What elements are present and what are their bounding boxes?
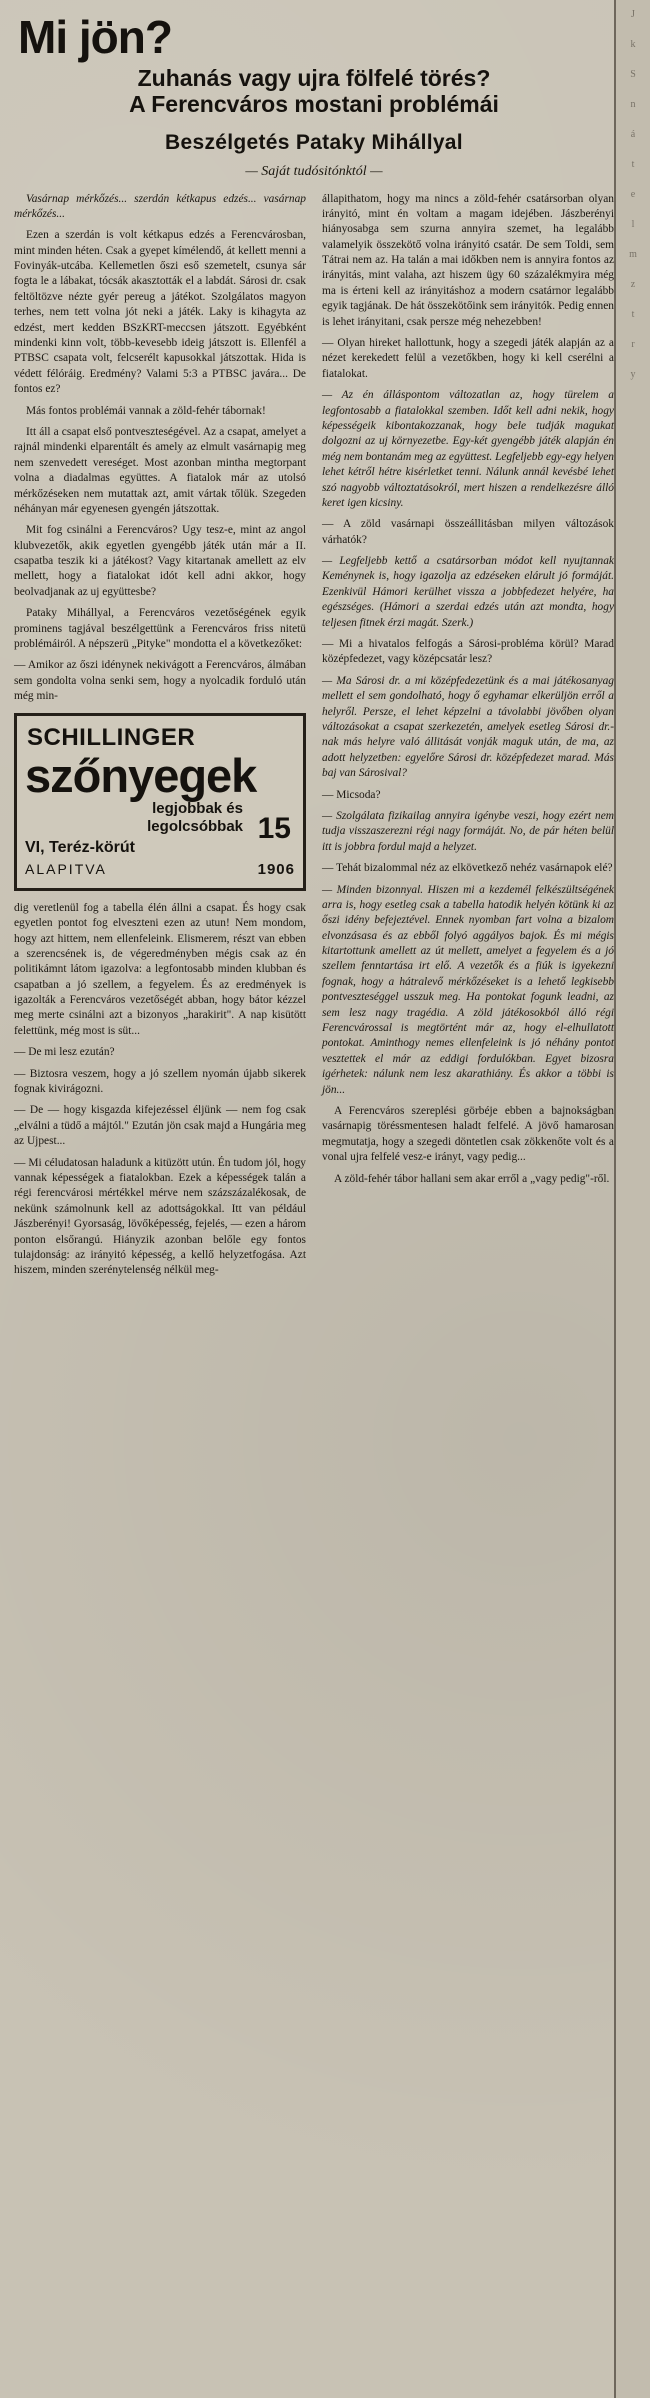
page-title: Mi jön? [18, 11, 172, 63]
ad-tagline-1: legjobbak és [152, 800, 243, 818]
paragraph: — Ma Sárosi dr. a mi középfedezetünk és a mai játékosanyag mellett el sem gondolható, hogy ő egyhamar elkerüljön erről a helyről. Persze, el lehet képzelni a távolabbi jövőben olyan változásokat a csapat szerkezetén, amelyek esetleg Sárosi dr.-nak más helyre való állitását vonják maguk után, de ma, az adott helyzetben: egyelőre Sárosi dr. középfedezet marad. Más baj van Sárosival? [322, 674, 614, 780]
adjacent-column-edge [614, 0, 650, 2398]
edge-fragment: y [630, 369, 636, 380]
paragraph: Pataky Mihállyal, a Ferencváros vezetőségének egyik prominens tagjával beszélgettünk a Ferencváros friss nitetü problémáiról. A népszerü „Pityke" mondotta el a következőket: [14, 607, 306, 651]
column-right [322, 192, 614, 1285]
paragraph: Vasárnap mérkőzés... szerdán kétkapus edzés... vasárnap mérkőzés... [14, 192, 306, 220]
edge-fragment: e [630, 189, 636, 200]
edge-fragment: S [630, 69, 636, 80]
ad-brand-name: SCHILLINGER [27, 723, 196, 751]
paragraph: — Mi a hivatalos felfogás a Sárosi-probléma körül? Marad középfedezet, vagy középcsatár lesz? [322, 638, 614, 666]
edge-fragment: n [630, 99, 636, 110]
paragraph: Ezen a szerdán is volt kétkapus edzés a Ferencvárosban, mint minden héten. Csak a gyepet kímélendő, át kellett menni a Fovinyák-utcába. Kellemetlen őszi eső szemetelt, csunya sár fogta le a lábakat, tócsák akasztották el a labdát. Sárosi dr. csak feltöltözve nézte gyér pereug a játékot. Szolgálatos magyon terhes, nem tett volna jót neki a játék. Laky is kihagyta az edzést, mert kedden BSzKRT-meccsen játszott. Egyébként mindenki kinn volt, több-kevesebb ideig játszott is. Ellenfél a PTBSC csapata volt, felcserélt kapusokkal játszottak. Hida is védett félóráig. Eredmény? Valami 5:3 a PTBSC javára... De fontos ez? [14, 229, 306, 396]
edge-fragment: m [629, 249, 637, 260]
paragraph: — De mi lesz ezután? [14, 1046, 115, 1059]
paragraph: — Tehát bizalommal néz az elkövetkező nehéz vasárnapok elé? [322, 862, 613, 875]
paragraph: — Az én álláspontom változatlan az, hogy türelem a legfontosabb a fiatalokkal szemben. Időt kell adni nekik, hogy képességeik kibontakozzanak, hogy bele tudják magukat dolgozni az uj környezetbe. Egy-két gyengébb játék alapján én még nem bontanám meg az együttest. Legfeljebb egy-egy helyen lehet kétről hétre kisérletket tenni. Nálunk annál kevésbé lehet szó nagyobb változtatásokról, mert hiszen a rendelkezésre álló keret igen kicsiny. [322, 389, 614, 509]
paragraph: — A zöld vasárnapi összeállitásban milyen változások várhatók? [322, 518, 614, 546]
paragraph: A Ferencváros szereplési görbéje ebben a bajnokságban vasárnapig töréssmentesen haladt felfelé. A jövő hamarosan megmutatja, hogy a szegedi döntetlen csak zökkenőte volt és a vonal ujra felfelé vesz-e irányt, vagy pedig... [322, 1104, 614, 1164]
edge-fragment: t [631, 159, 635, 170]
paragraph: A zöld-fehér tábor hallani sem akar erről a „vagy pedig"-ről. [334, 1172, 610, 1185]
edge-fragment: z [630, 279, 636, 290]
edge-fragment: r [631, 339, 635, 350]
ad-product-name: szőnyegek [25, 748, 257, 802]
paragraph: Más fontos problémái vannak a zöld-fehér tábornak! [26, 404, 266, 417]
headline-block [14, 0, 614, 180]
advertisement-schillinger[interactable] [14, 713, 306, 891]
paragraph: — Minden bizonnyal. Hiszen mi a kezdemél felkészültségének arra is, hogy esetleg csak a tabella hatodik helyén kötünk ki az őszi idény befejeztével. Ennek nyomban fart volna a bizalom elvonzásasa és az ebből folyó aggályos bajok. És mi mégis kitartottunk amellett az út mellett, amelyet a fegyelem és a jó szellem fenntartása irt elő. A vezetők és a fiúk is igyekezni fognak, hogy a hátralevő mérkőzéseket is a lehető legkisebb pontveszteséggel usszuk meg. Ha pontokat fogunk leadni, az sem lesz nagy tragédia. A zöld játékosokból álló régi Ferencvárossal is megtörtént már az, hogy el-elhullatott pontokat. Aminthogy nemes ellenfeleink is jó néhány pontot vesztettek el már az eddigi fordulókban. Egyet bizosra igérhetek: nálunk nem lesz akarathiány. És akkor a többi is jön... [322, 883, 614, 1096]
paragraph: — Mi céludatosan haladunk a kitüzött utún. Én tudom jól, hogy vannak képességek a fiatalokban. Ezek a képességek talán a régi ferencvárosi mértékkel mérve nem százszázalékosak, de nekünk számolnunk kell az adottságokkal. Itt van például Jászberényi! Gyorsaság, lövőképesség, fejelés, — ezen a három ponton elsőrangú. Hiányzik azonban belőle egy fontos tulajdonság: az irányitó képesség, a kellő helyzetfogása. Azt hiszem, minden szerénytelenség nélkül meg- [14, 1156, 306, 1277]
interview-subject-heading: Beszélgetés Pataky Mihállyal [165, 130, 463, 154]
article-content [14, 0, 614, 1285]
edge-fragment: l [631, 219, 635, 230]
edge-fragment: á [630, 129, 636, 140]
edge-fragment: k [630, 39, 636, 50]
ad-founded-year: 1906 [257, 860, 295, 878]
subheadline-1: Zuhanás vagy ujra fölfelé törés? [137, 65, 491, 91]
ad-street-number: 15 [257, 811, 291, 845]
paragraph: — Biztosra veszem, hogy a jó szellem nyomán újabb sikerek fognak kivirágozni. [14, 1067, 306, 1096]
ad-tagline-2: legolcsóbbak [147, 817, 243, 835]
paragraph: dig veretlenül fog a tabella élén állni a csapat. És hogy csak egyetlen pontot fog elveszteni ezen az utun! Nem mondom, hogy azt hittem, nem ellenfeleink. Elismerem, részt van ebben a szerencsének is, de végeredményben mégis csak az én politikámnt látom igazolva: a legfontosabb minden klubban és csapatban a jó szellem, a fegyelem. És az eredmények is igazolták a Ferencváros vezetőségét abban, hogy bátor kézzel meg merte csinálni azt a bizonyos „harakirit". A nap kisütött felettünk, még most is süt... [14, 901, 306, 1037]
paragraph: — Amikor az őszi idénynek nekivágott a Ferencváros, álmában sem gondolta volna senki sem, hogy a nyolcadik forduló után még min- [14, 659, 306, 703]
paragraph: Itt áll a csapat első pontveszteségével. Az a csapat, amelyet a rajnál mindenki elparentált és amely az elmult vasárnapig meg nem szenvedett vereséget. Most azonban mintha megtorpant volna a diadalmas együttes. A fiatalok már az utolsó mérkőzéseken nem mutattak azt, amit vártak tőlük. Szegeden néhányan már egyenesen gyengén játszottak. [14, 425, 306, 515]
paragraph: állapithatom, hogy ma nincs a zöld-fehér csatársorban olyan irányitó, mint én voltam a magam idejében. Jászberényi hiányosabga sem szurna annyira szemet, ha legalább valamelyik összekötő volna irányitó csatár. De sem Toldi, sem Tátrai nem az. Ha talán a mai időkben nem is annyira fontos az irányitás, mint valaha, azt hiszem ügy 60 százalékmyira még ma is érteni kell az irányitáshoz a modern csatárnor legalább egyik tagjának. De hát összekötőink sem irányitók. Pedig ennen is lehet irányitani, csak persze még nehezebben! [322, 192, 614, 328]
paragraph: — Legfeljebb kettő a csatársorban módot kell nyujtannak Keménynek is, hogy igazolja az edzéseken elárult jó formáját. Ezenkivül Hámori kerülhet vissza a jobbfedezet helyére, ha egészséges. (Hámori a szerdai edzés után azt mondta, hogy teljesen fitnek érzi magát. Szerk.) [322, 555, 614, 629]
column-left [14, 192, 306, 1285]
paragraph: — Olyan hireket hallottunk, hogy a szegedi játék alapján az a nézet kerekedett felül a vezetőkben, hogy ki kell cserélni a fiatalokat. [322, 337, 614, 380]
ad-founded-label: ALAPITVA [25, 861, 107, 878]
paragraph: Mit fog csinálni a Ferencváros? Ugy tesz-e, mint az angol klubvezetők, akik egyetlen gyengébb játék után már a II. csapatba teszik ki a játékost? Vagy kitartanak amellett az elv mellett, hogy a fiatalokat idót kell adni akkor, hogy beolvadjanak az uj együttesbe? [14, 524, 306, 598]
paragraph: — De — hogy kisgazda kifejezéssel éljünk — nem fog csak „elválni a tüdő a májtól." Ezután jön csak majd a Hungária meg az Ujpest... [14, 1104, 306, 1148]
subheadline-2: A Ferencváros mostani problémái [129, 90, 499, 117]
byline: — Saját tudósitónktól — [245, 163, 383, 179]
article-columns [14, 192, 614, 1285]
ad-address: VI, Teréz-körút [25, 838, 135, 856]
edge-fragment: t [631, 309, 635, 320]
edge-fragment: J [631, 9, 635, 20]
paragraph: — Micsoda? [322, 788, 381, 801]
paragraph: — Szolgálata fizikailag annyira igénybe veszi, hogy ezért nem tudja visszaszerezni régi nagy formáját. No, de pár héten belül itt is jobbra fordul majd a helyzet. [322, 809, 614, 853]
